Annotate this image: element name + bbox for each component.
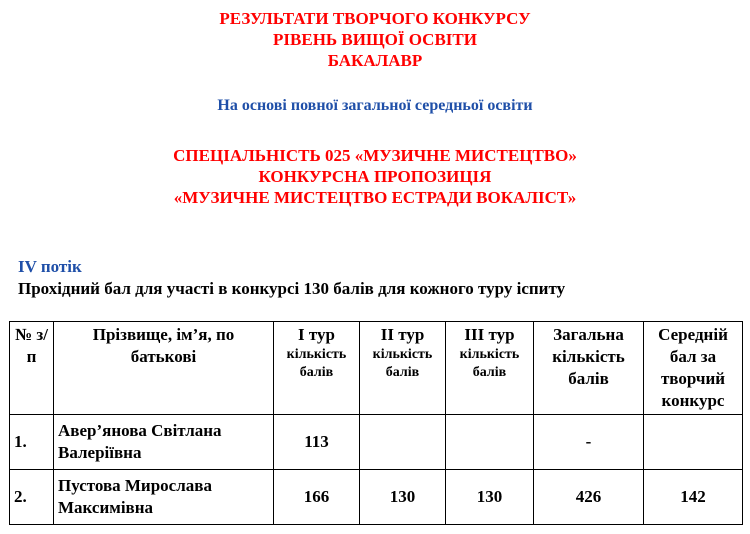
title-line-3: БАКАЛАВР — [327, 51, 423, 70]
passing-score-text: Прохідний бал для участі в конкурсі 130 балів для кожного туру іспиту — [18, 279, 566, 298]
table-header-row — [10, 322, 743, 415]
specialty-line-3: «МУЗИЧНЕ МИСТЕЦТВО ЕСТРАДИ ВОКАЛІСТ» — [173, 188, 577, 207]
header-tour3-sub: кількість балів — [459, 347, 520, 380]
title-line-1: РЕЗУЛЬТАТИ ТВОРЧОГО КОНКУРСУ — [219, 9, 531, 28]
header-name: Прізвище, ім’я, по батькові — [54, 322, 274, 415]
basis-text: На основі повної загальної середньої освіти — [217, 97, 533, 114]
specialty-block — [0, 145, 750, 208]
header-average: Середній бал за творчий конкурс — [644, 322, 743, 415]
header-tour1-sub: кількість балів — [286, 347, 347, 380]
row-tour3 — [446, 415, 534, 470]
row-name: Авер’янова Світлана Валеріївна — [54, 415, 274, 470]
header-tour2 — [360, 322, 446, 415]
header-tour3 — [446, 322, 534, 415]
header-tour3-main: ІІІ тур — [464, 325, 515, 344]
header-tour2-sub: кількість балів — [372, 347, 433, 380]
row-tour1: 113 — [274, 415, 360, 470]
row-total: 426 — [534, 470, 644, 525]
specialty-line-2: КОНКУРСНА ПРОПОЗИЦІЯ — [258, 167, 492, 186]
header-tour2-main: ІІ тур — [380, 325, 425, 344]
results-table — [9, 321, 743, 525]
row-average: 142 — [644, 470, 743, 525]
title-line-2: РІВЕНЬ ВИЩОЇ ОСВІТИ — [273, 30, 477, 49]
row-num: 2. — [10, 470, 54, 525]
row-tour2: 130 — [360, 470, 446, 525]
table-row — [10, 470, 743, 525]
row-num: 1. — [10, 415, 54, 470]
row-name: Пустова Мирослава Максимівна — [54, 470, 274, 525]
row-tour3: 130 — [446, 470, 534, 525]
row-tour2 — [360, 415, 446, 470]
basis-block — [0, 97, 750, 115]
header-num: № з/п — [10, 322, 54, 415]
title-block — [0, 8, 750, 71]
header-total: Загальна кількість балів — [534, 322, 644, 415]
row-tour1: 166 — [274, 470, 360, 525]
row-average — [644, 415, 743, 470]
header-tour1-main: І тур — [298, 325, 335, 344]
table-row — [10, 415, 743, 470]
stream-label: IV потік — [18, 257, 82, 276]
row-total: - — [534, 415, 644, 470]
header-tour1 — [274, 322, 360, 415]
specialty-line-1: СПЕЦІАЛЬНІСТЬ 025 «МУЗИЧНЕ МИСТЕЦТВО» — [173, 146, 577, 165]
